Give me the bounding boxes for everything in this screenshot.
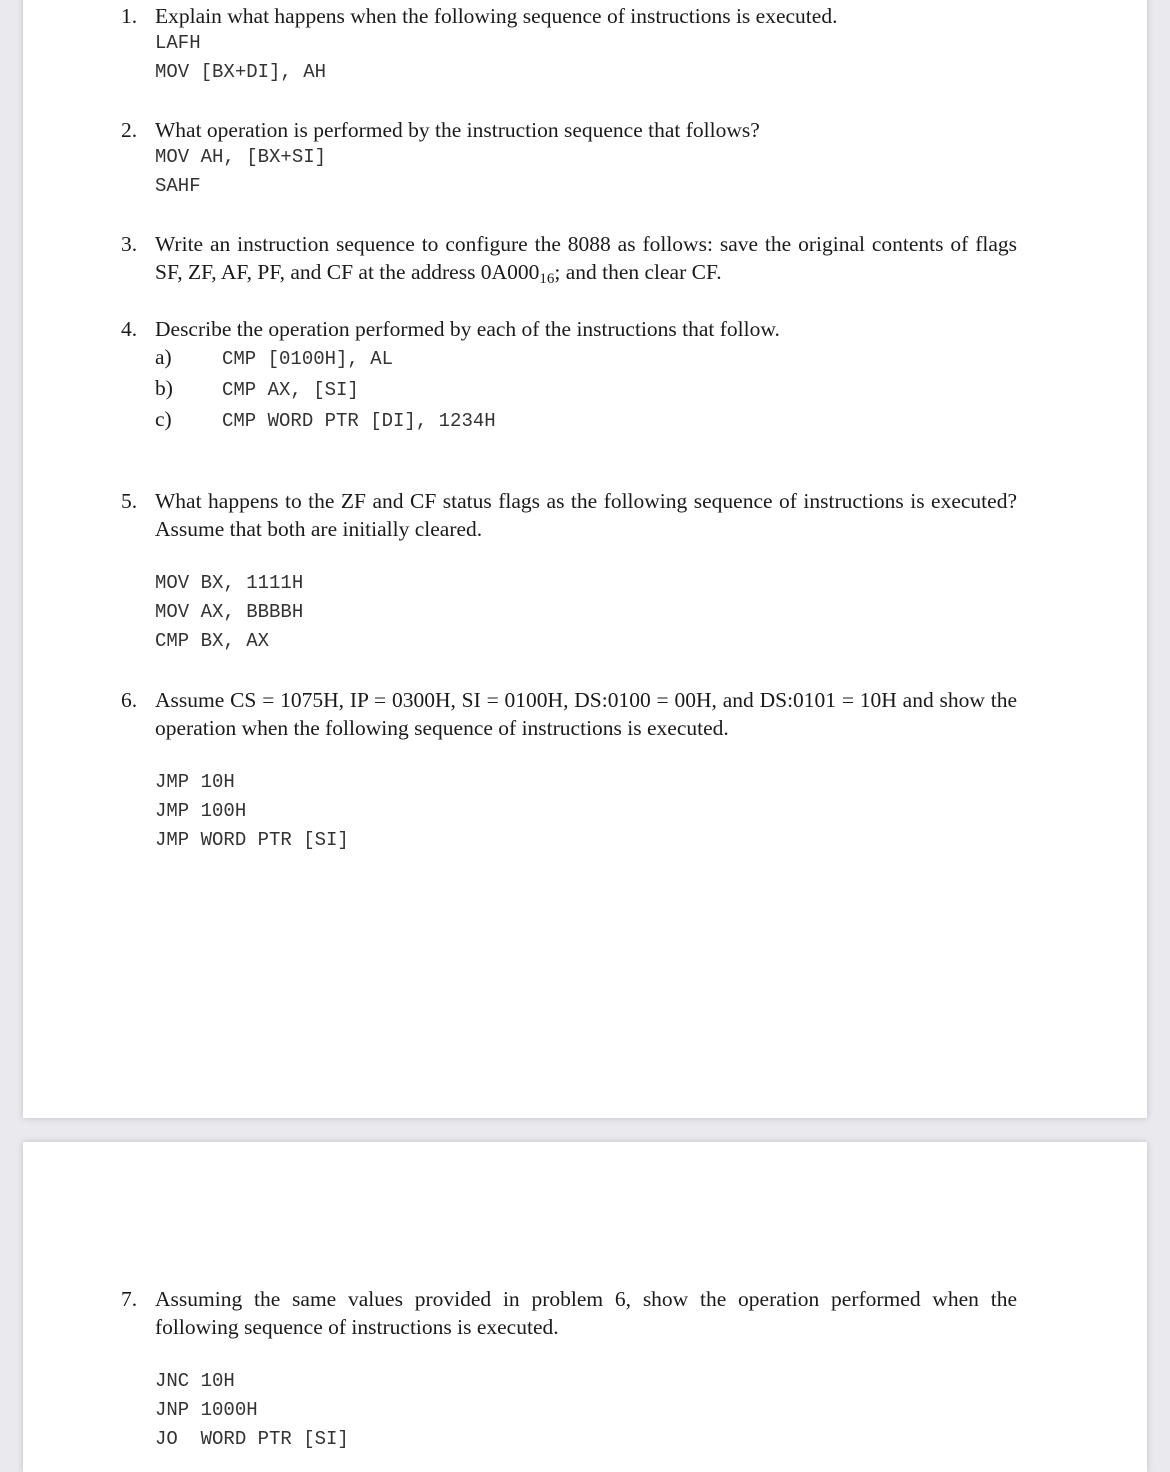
code-line: JNC 10H	[155, 1370, 235, 1392]
code-line: CMP AX, [SI]	[222, 379, 359, 401]
code-line: CMP [0100H], AL	[222, 348, 394, 370]
sub-item-label: c)	[155, 407, 172, 431]
question-text: Assuming the same values provided in problem 6, show the operation performed when the following sequence of instructions is executed.	[155, 1287, 1017, 1339]
document-page-1	[23, 0, 1147, 1118]
question-text: Explain what happens when the following sequence of instructions is executed.	[155, 4, 838, 28]
code-line: JMP WORD PTR [SI]	[155, 829, 349, 851]
question-number: 2.	[121, 118, 138, 142]
code-line: LAFH	[155, 32, 201, 54]
question-text: What operation is performed by the instruction sequence that follows?	[155, 118, 760, 142]
question-6	[121, 686, 1017, 855]
question-text: What happens to the ZF and CF status flags as the following sequence of instructions is executed? Assume that both are initially cleared.	[155, 489, 1017, 541]
sub-item-b	[155, 374, 1017, 405]
question-text	[155, 230, 1017, 286]
question-text-main: Write an instruction sequence to configure the 8088 as follows: save the original contents of flags SF, ZF, AF, PF, and CF at the address 0A000	[155, 232, 1017, 284]
question-number: 5.	[121, 489, 138, 513]
question-number: 6.	[121, 688, 138, 712]
code-line: CMP WORD PTR [DI], 1234H	[222, 410, 496, 432]
document-page-2	[23, 1142, 1147, 1472]
question-4	[121, 315, 1017, 436]
code-line: MOV AH, [BX+SI]	[155, 146, 327, 168]
code-line: JO WORD PTR [SI]	[155, 1428, 349, 1450]
sub-item-label: b)	[155, 376, 173, 400]
question-2	[121, 116, 1017, 201]
question-number: 7.	[121, 1287, 138, 1311]
code-line: JMP 100H	[155, 800, 247, 822]
code-line: CMP BX, AX	[155, 630, 270, 652]
question-text: Assume CS = 1075H, IP = 0300H, SI = 0100H, DS:0100 = 00H, and DS:0101 = 10H and show the operation when the following sequence of instructions is executed.	[155, 688, 1017, 740]
code-line: SAHF	[155, 175, 201, 197]
sub-item-a	[155, 343, 1017, 374]
subscript-base: 16	[539, 271, 555, 287]
code-line: MOV BX, 1111H	[155, 572, 304, 594]
question-1	[121, 2, 1017, 87]
question-text: Describe the operation performed by each of the instructions that follow.	[155, 317, 780, 341]
question-3	[121, 230, 1017, 287]
sub-item-label: a)	[155, 345, 172, 369]
question-7	[121, 1285, 1017, 1454]
code-line: MOV AX, BBBBH	[155, 601, 304, 623]
question-text-end: ; and then clear CF.	[554, 260, 722, 284]
code-line: MOV [BX+DI], AH	[155, 61, 327, 83]
code-line: JMP 10H	[155, 771, 235, 793]
question-number: 1.	[121, 4, 138, 28]
sub-item-c	[155, 405, 1017, 436]
code-line: JNP 1000H	[155, 1399, 258, 1421]
question-number: 4.	[121, 317, 138, 341]
question-number: 3.	[121, 232, 138, 256]
question-5	[121, 487, 1017, 656]
